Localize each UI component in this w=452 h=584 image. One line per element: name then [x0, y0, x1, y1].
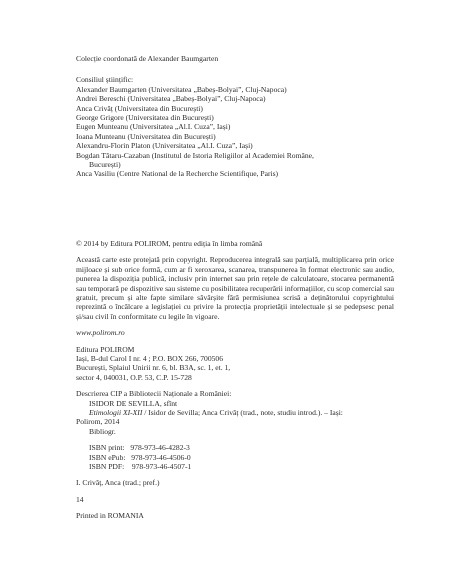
cip-contributor: I. Crivăț, Anca (trad.; pref.)	[76, 478, 160, 488]
cip-work-title: Etimologii XI-XII	[89, 407, 143, 417]
board-member: Eugen Munteanu (Universitatea „Al.I. Cuza”, Iași)	[76, 122, 231, 132]
series-coordinator: Colecție coordonată de Alexander Baumgarten	[76, 54, 219, 63]
cip-work-details: / Isidor de Sevilla; Anca Crivăț (trad., note, studiu introd.). – Iași:	[142, 407, 343, 417]
publisher-address: Iași, B-dul Carol I nr. 4 ; P.O. BOX 266, 700506	[76, 353, 224, 363]
cip-title: Descrierea CIP a Bibliotecii Naționale a României:	[76, 389, 232, 399]
copyright-page	[76, 54, 394, 521]
board-member-continued: București)	[89, 160, 121, 170]
printed-in: Printed in ROMANIA	[76, 511, 144, 521]
isbn-print: ISBN print: 978-973-46-4282-3	[89, 443, 190, 453]
isbn-pdf: ISBN PDF: 978-973-46-4507-1	[89, 462, 192, 471]
cip-author: ISIDOR DE SEVILLA, sfînt	[89, 398, 178, 408]
board-member: Anca Crivăț (Universitatea din București)	[76, 103, 203, 113]
cip-work	[76, 408, 394, 417]
copyright-line: © 2014 by Editura POLIROM, pentru ediția în limba română	[76, 238, 263, 248]
board-member: Ioana Munteanu (Universitatea din București)	[76, 131, 216, 141]
cip-work-publisher: Polirom, 2014	[76, 417, 120, 427]
copyright-notice: Această carte este protejată prin copyright. Reproducerea integrală sau parțială, multiplicarea prin orice mijloace și sub orice formă, cum ar fi xeroxarea, scanarea, transpunerea în format electronic sau audio, punerea la dispoziția publică, inclusiv prin internet sau prin rețele de calculatoare, stocarea permanentă sau temporară pe dispozitive sau sisteme cu posibilitatea recuperării informațiilor, cu scop comercial sau gratuit, precum și alte fapte similare săvârșite fără permisiunea scrisă a deținătorului copyrightului reprezintă o încălcare a legislației cu privire la protecția proprietății intelectuale și se pedepsesc penal și/sau civil în conformitate cu legile în vigoare.	[76, 255, 394, 321]
publisher-website: www.polirom.ro	[76, 328, 125, 338]
publisher-address: sector 4, 040031, O.P. 53, C.P. 15-728	[76, 372, 192, 382]
publisher-address: București, Splaiul Unirii nr. 6, bl. B3A, sc. 1, et. 1,	[76, 363, 231, 373]
board-title: Consiliul științific:	[76, 75, 134, 85]
board-member: George Grigore (Universitatea din București)	[76, 113, 214, 123]
cip-bibliography: Bibliogr.	[89, 426, 116, 436]
publisher-block	[76, 345, 394, 383]
board-member: Andrei Bereschi (Universitatea „Babeș-Bolyai”, Cluj-Napoca)	[76, 94, 266, 104]
board-member: Anca Vasiliu (Centre National de la Recherche Scientifique, Paris)	[76, 169, 279, 179]
cip-classification: 14	[76, 494, 84, 504]
publisher-name: Editura POLIROM	[76, 344, 135, 354]
board-member: Bogdan Tătaru-Cazaban (Institutul de Istoria Religiilor al Academiei Române,	[76, 150, 314, 160]
board-member: Alexandru-Florin Platon (Universitatea „Al.I. Cuza”, Iași)	[76, 141, 253, 151]
cip-block	[76, 389, 394, 504]
scientific-board	[76, 75, 394, 178]
board-member: Alexander Baumgarten (Universitatea „Babeș-Bolyai”, Cluj-Napoca)	[76, 84, 287, 94]
isbn-epub: ISBN ePub: 978-973-46-4506-0	[89, 452, 191, 462]
